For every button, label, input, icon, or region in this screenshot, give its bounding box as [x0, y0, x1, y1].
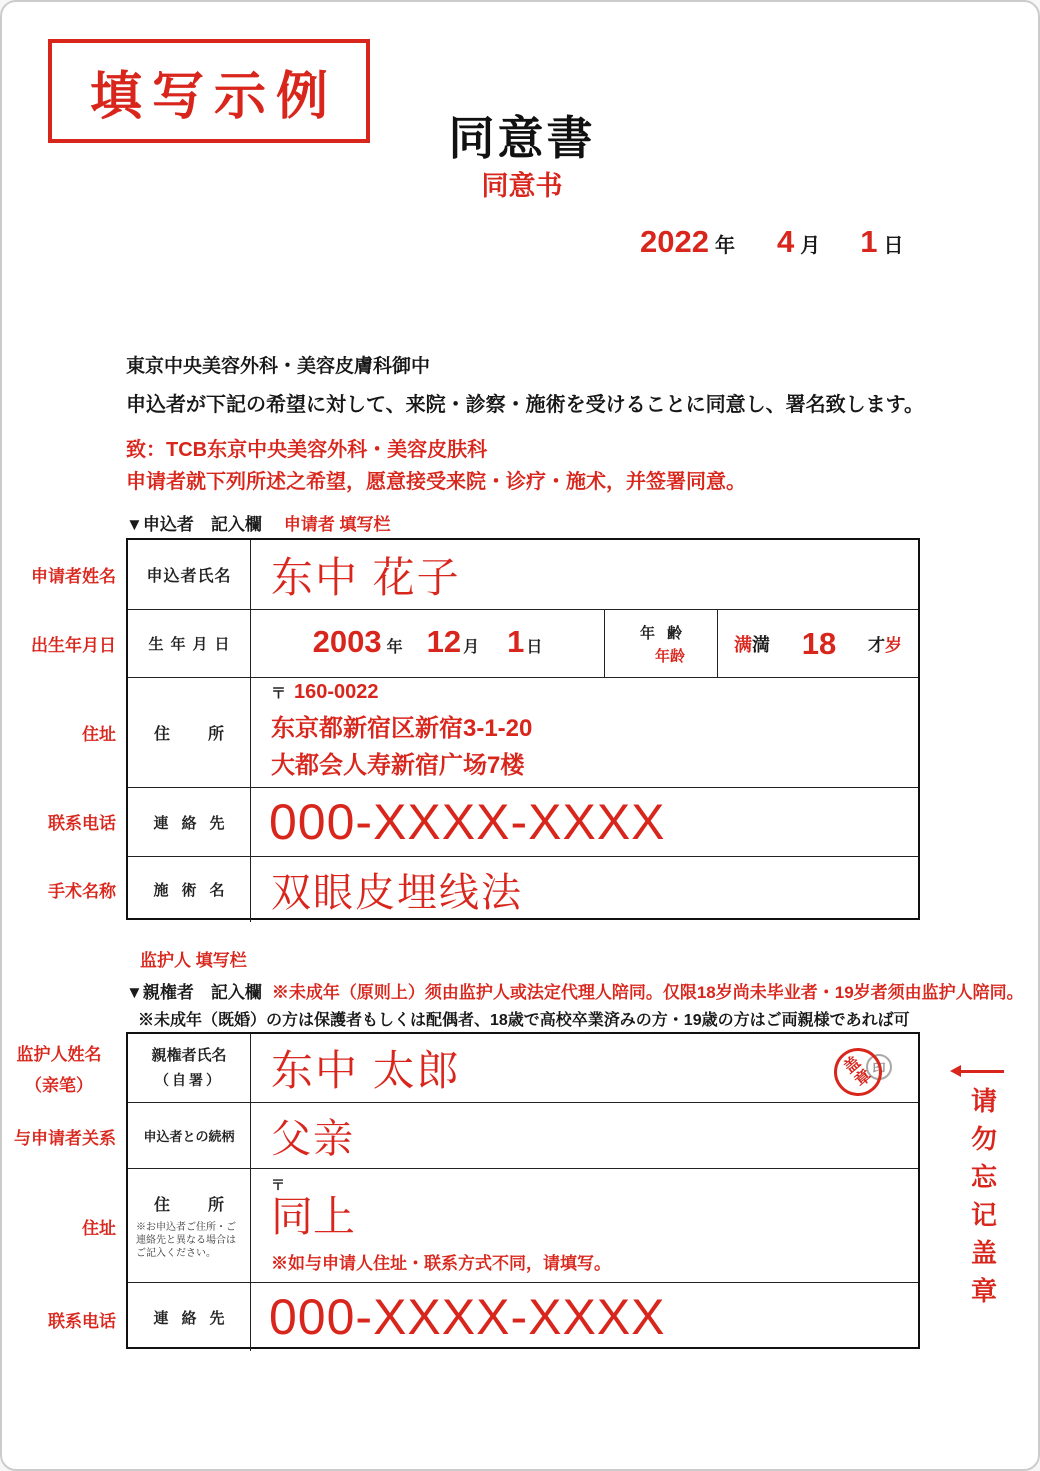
phone-label: 連絡先: [128, 788, 251, 856]
side-label-guardian-name-line2: （亲笔）: [25, 1076, 93, 1095]
guardian-address-label-note: ※お申込者ご住所・ご連絡先と異なる場合はご記入ください。: [136, 1221, 236, 1259]
stamp-reminder-vertical-text: [968, 1082, 1000, 1310]
intro-consent-jp: 申込者が下記の希望に対して、来院・診察・施術を受けることに同意し、署名致します。: [126, 394, 924, 416]
side-label-address1: 住址: [82, 725, 116, 744]
side-label-guardian-name: [2, 1039, 116, 1101]
guardian-name-value: 东中 太郎: [271, 1047, 461, 1094]
reminder-char: 勿: [970, 1124, 997, 1154]
guardian-phone-label: 連絡先: [128, 1283, 251, 1351]
applicant-name-value: 东中 花子: [271, 553, 461, 601]
birth-year: 2003: [312, 624, 382, 659]
guardian-address-note-cn: ※如与申请人住址・联系方式不同，请填写。: [271, 1254, 611, 1273]
reminder-char: 章: [970, 1276, 997, 1306]
guardian-table: [126, 1032, 920, 1349]
date-day-unit: 日: [883, 235, 904, 257]
date-month: 4: [776, 224, 795, 259]
birth-day: 1: [507, 624, 525, 659]
applicant-name-label: 申込者氏名: [128, 540, 251, 609]
date-month-unit: 月: [800, 235, 821, 257]
side-label-relation: 与申请者关系: [14, 1129, 116, 1148]
side-label-address2: 住址: [82, 1219, 116, 1238]
birth-month-unit: 月: [463, 639, 480, 656]
relation-label: 申込者との続柄: [128, 1103, 251, 1168]
date-year-unit: 年: [714, 235, 735, 257]
side-label-birth: 出生年月日: [31, 636, 116, 655]
birth-day-unit: 日: [526, 639, 543, 656]
birth-row: [128, 609, 918, 677]
guardian-name-label-line1: 親権者氏名: [151, 1047, 227, 1064]
page-subtitle: 同意书: [481, 171, 563, 201]
side-label-phone1: 联系电话: [48, 814, 116, 833]
birth-label: 生年月日: [128, 610, 251, 677]
phone-value: 000-XXXX-XXXX: [269, 794, 666, 850]
age-prefix-jp: 満: [752, 634, 770, 655]
birth-year-unit: 年: [386, 639, 403, 656]
reminder-char: 请: [970, 1086, 997, 1116]
intro-consent-cn: 申请者就下列所述之希望，愿意接受来院・诊疗・施术，并签署同意。: [126, 471, 746, 493]
guardian-address-label-char1: 住: [154, 1196, 171, 1214]
guardian-postal-mark-icon: 〒: [271, 1177, 285, 1193]
guardian-phone-row: [128, 1282, 918, 1351]
birth-month: 12: [426, 624, 462, 659]
guardian-address-row: [128, 1168, 918, 1282]
phone-row: [128, 787, 918, 856]
age-suffix-jp: 才: [867, 636, 885, 655]
date-year: 2022: [640, 224, 709, 259]
date-line: [640, 224, 903, 260]
reminder-char: 记: [970, 1200, 997, 1230]
age-label-jp: 年齢: [639, 624, 694, 642]
guardian-address-value: 同上: [271, 1193, 356, 1240]
surgery-row: [128, 856, 918, 922]
age-label-cn: 年龄: [654, 647, 685, 665]
seal-placeholder-text: 印: [872, 1060, 886, 1076]
guardian-name-row: [128, 1034, 918, 1102]
reminder-char: 盖: [970, 1238, 997, 1268]
age-value: 18: [801, 625, 837, 661]
date-day: 1: [860, 224, 878, 259]
guardian-header-note-cn: ※未成年（原则上）须由监护人或法定代理人陪同。仅限18岁尚未毕业者・19岁者须由监护人陪同。: [271, 983, 1024, 1002]
stamp-seal-text: 盖章: [840, 1053, 876, 1091]
age-prefix-cn: 满: [734, 634, 752, 655]
guardian-note-jp: ※未成年（既婚）の方は保護者もしくは配偶者、18歳で高校卒業済みの方・19歳の方はご両親様であれば可: [138, 1012, 910, 1029]
guardian-pre-header: 监护人 填写栏: [140, 951, 247, 970]
guardian-header-jp: ▼親権者 記入欄: [126, 983, 262, 1002]
reminder-char: 忘: [970, 1162, 997, 1192]
age-value-cell: [718, 610, 918, 677]
intro-recipient-jp: 東京中央美容外科・美容皮膚科御中: [126, 356, 431, 377]
surgery-label: 施術名: [128, 857, 251, 922]
guardian-address-label-char2: 所: [207, 1196, 224, 1214]
applicant-name-row: [128, 540, 918, 609]
side-label-surgery: 手术名称: [48, 882, 116, 901]
guardian-name-label-line2: （自署）: [155, 1072, 223, 1088]
age-label-cell: [605, 610, 718, 677]
postal-code-value: 160-0022: [294, 681, 379, 703]
age-suffix-cn: 岁: [884, 636, 902, 655]
applicant-section-header: [126, 510, 391, 535]
intro-recipient-cn: 致：TCB东京中央美容外科・美容皮肤科: [126, 439, 488, 461]
address-label-char1: 住: [154, 726, 171, 743]
side-label-guardian-name-line1: 监护人姓名: [16, 1045, 102, 1064]
address-label-char2: 所: [207, 726, 224, 743]
example-stamp-label: 填写示例: [89, 67, 338, 126]
guardian-phone-value: 000-XXXX-XXXX: [269, 1289, 666, 1345]
applicant-header-jp: ▼申込者 記入欄: [126, 515, 262, 534]
address-line1-value: 东京都新宿区新宿3-1-20: [271, 715, 533, 742]
relation-row: [128, 1102, 918, 1168]
applicant-header-cn: 申请者 填写栏: [283, 515, 391, 534]
page-title: 同意書: [448, 111, 596, 165]
address-line2-value: 大都会人寿新宿广场7楼: [271, 752, 525, 779]
postal-mark-icon: 〒: [271, 685, 287, 702]
applicant-table: [126, 538, 920, 920]
side-label-applicant-name: 申请者姓名: [31, 567, 116, 586]
left-arrow-icon: [950, 1065, 1004, 1077]
address-row: [128, 677, 918, 787]
surgery-value: 双眼皮埋线法: [271, 871, 523, 915]
side-label-phone2: 联系电话: [48, 1312, 116, 1331]
relation-value: 父亲: [271, 1117, 355, 1161]
birth-date-cell: [251, 610, 605, 677]
guardian-section-header: [126, 978, 1024, 1003]
